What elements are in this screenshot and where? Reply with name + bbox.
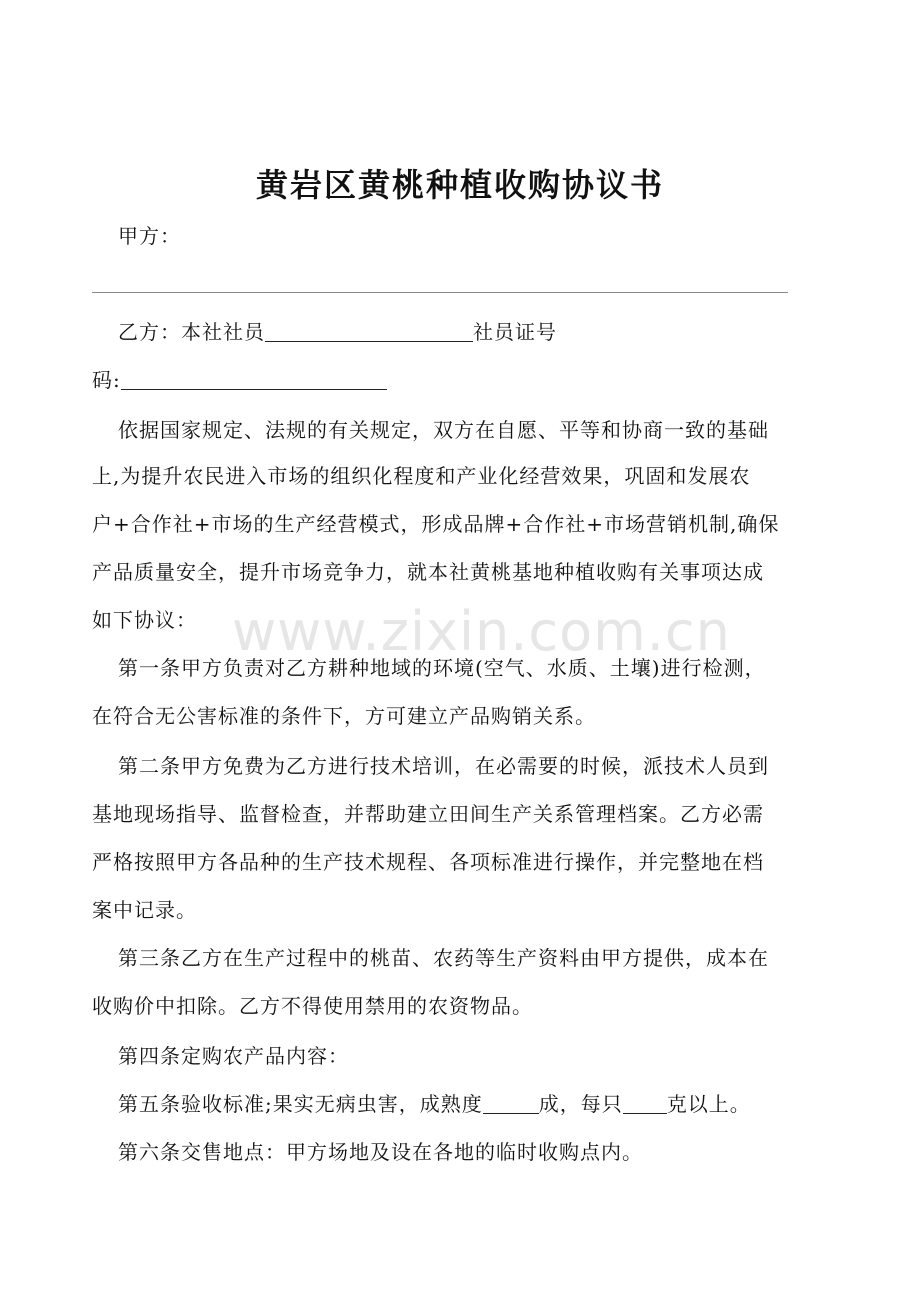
article3-line-1: 第三条乙方在生产过程中的桃苗、农药等生产资料由甲方提供，成本在 [118, 946, 769, 970]
weight-blank [623, 1093, 667, 1114]
article5-part3: 克以上。 [666, 1092, 751, 1116]
party-a-underline [92, 292, 788, 293]
member-name-blank [265, 321, 473, 342]
party-b-id-label: 社员证号 [473, 320, 557, 344]
intro-line-4: 产品质量安全，提升市场竞争力，就本社黄桃基地种植收购有关事项达成 [92, 560, 764, 584]
watermark: www.zixin.com.cn [232, 600, 731, 663]
article5-part1: 第五条验收标准;果实无病虫害，成熟度 [118, 1092, 483, 1116]
intro-line-5: 如下协议： [92, 608, 197, 632]
party-a-label: 甲方： [118, 224, 181, 248]
article2-line-1: 第二条甲方免费为乙方进行技术培训，在必需要的时候，派技术人员到 [118, 754, 769, 778]
member-id-blank [121, 369, 387, 390]
article1-line-1: 第一条甲方负责对乙方耕种地域的环境(空气、水质、土壤)进行检测， [118, 656, 766, 680]
party-b-code-label: 码: [92, 368, 121, 392]
party-b-line [118, 318, 557, 346]
article1-line-2: 在符合无公害标准的条件下，方可建立产品购销关系。 [92, 704, 596, 728]
article6-line: 第六条交售地点：甲方场地及设在各地的临时收购点内。 [118, 1140, 643, 1164]
intro-line-1: 依据国家规定、法规的有关规定，双方在自愿、平等和协商一致的基础 [118, 418, 769, 442]
document-title: 黄岩区黄桃种植收购协议书 [255, 166, 664, 204]
intro-line-2: 上,为提升农民进入市场的组织化程度和产业化经营效果，巩固和发展农 [92, 464, 751, 488]
article5-line [118, 1090, 751, 1118]
party-b-prefix: 乙方：本社社员 [118, 320, 265, 344]
article2-line-3: 严格按照甲方各品种的生产技术规程、各项标准进行操作，并完整地在档 [92, 850, 764, 874]
article2-line-2: 基地现场指导、监督检查，并帮助建立田间生产关系管理档案。乙方必需 [92, 802, 764, 826]
intro-line-3: 户+合作社+市场的生产经营模式，形成品牌+合作社+市场营销机制,确保 [92, 512, 780, 536]
party-b-code-line [92, 366, 387, 394]
ripeness-blank [483, 1093, 539, 1114]
article3-line-2: 收购价中扣除。乙方不得使用禁用的农资物品。 [92, 994, 533, 1018]
article2-line-4: 案中记录。 [92, 898, 197, 922]
article4-line: 第四条定购农产品内容： [118, 1044, 349, 1068]
article5-part2: 成，每只 [538, 1092, 623, 1116]
